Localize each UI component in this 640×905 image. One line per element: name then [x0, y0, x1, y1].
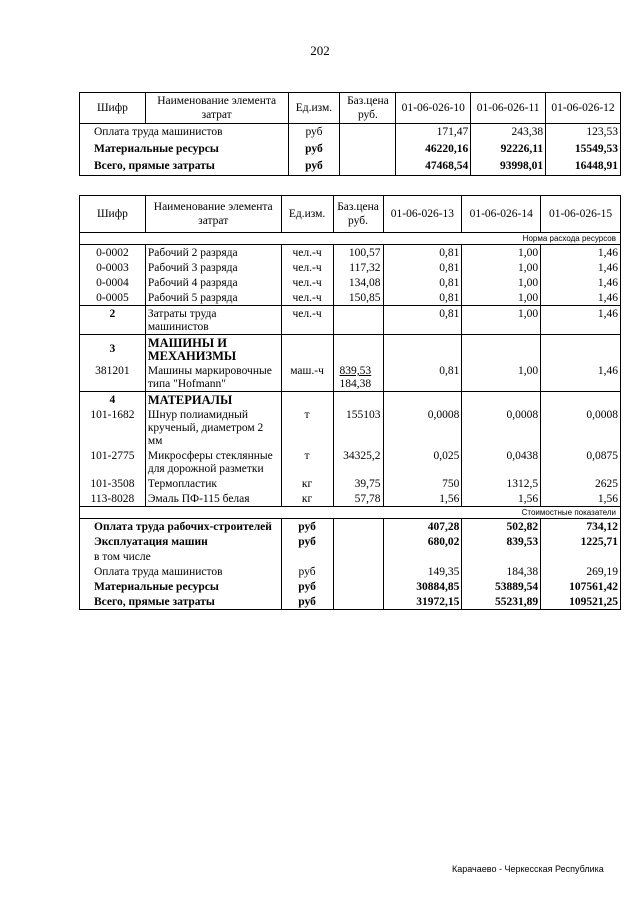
section-title: МАШИНЫ И МЕХАНИЗМЫ — [145, 335, 281, 364]
row-value-3: 16448,91 — [546, 158, 621, 176]
row-price — [333, 564, 383, 579]
row-value-2: 0,0438 — [462, 448, 541, 476]
row-unit: руб — [281, 519, 333, 535]
table-row — [80, 158, 621, 176]
section-title: МАТЕРИАЛЫ — [145, 392, 281, 408]
row-value-2: 184,38 — [462, 564, 541, 579]
table-row — [80, 141, 621, 158]
footer-region: Карачаево - Черкесская Республика — [452, 864, 604, 874]
row-unit: маш.-ч — [281, 363, 333, 392]
row-unit: руб — [288, 141, 340, 158]
row-code: 2 — [80, 306, 146, 335]
row-value-3: 15549,53 — [546, 141, 621, 158]
row-value-1 — [383, 549, 462, 564]
section-heading-row — [80, 335, 621, 364]
row-code: 0-0003 — [80, 260, 146, 275]
header-col1: 01-06-026-10 — [396, 93, 471, 124]
row-value-2: 92226,11 — [471, 141, 546, 158]
section-band-costs — [80, 507, 621, 519]
table-row — [80, 407, 621, 448]
row-value-1: 46220,16 — [396, 141, 471, 158]
row-name: Рабочий 3 разряда — [145, 260, 281, 275]
table-row — [80, 519, 621, 535]
row-value-2: 1,00 — [462, 260, 541, 275]
row-unit: чел.-ч — [281, 275, 333, 290]
section-band-norms — [80, 233, 621, 245]
row-price: 39,75 — [333, 476, 383, 491]
row-value-3: 107561,42 — [541, 579, 621, 594]
row-value-1: 0,025 — [383, 448, 462, 476]
row-price: 57,78 — [333, 491, 383, 507]
band-label: Стоимостные показатели — [80, 507, 621, 519]
row-name: Оплата труда машинистов — [80, 124, 289, 142]
table-row — [80, 448, 621, 476]
row-value-3: 269,19 — [541, 564, 621, 579]
row-value-2: 1,00 — [462, 306, 541, 335]
row-name: Эксплуатация машин — [80, 534, 282, 549]
header-unit: Ед.изм. — [288, 93, 340, 124]
row-unit: руб — [281, 579, 333, 594]
row-price: 100,57 — [333, 245, 383, 261]
row-price: 34325,2 — [333, 448, 383, 476]
section-code: 4 — [80, 392, 146, 408]
row-value-1: 171,47 — [396, 124, 471, 142]
row-value-1: 0,81 — [383, 275, 462, 290]
row-value-2: 55231,89 — [462, 594, 541, 610]
row-value-1: 750 — [383, 476, 462, 491]
row-value-3: 1,46 — [541, 245, 621, 261]
band-label: Норма расхода ресурсов — [80, 233, 621, 245]
header-name: Наименование элемента затрат — [145, 93, 288, 124]
row-code: 101-1682 — [80, 407, 146, 448]
row-name: Эмаль ПФ-115 белая — [145, 491, 281, 507]
row-unit: т — [281, 448, 333, 476]
row-value-2: 839,53 — [462, 534, 541, 549]
row-name: Рабочий 2 разряда — [145, 245, 281, 261]
row-unit — [281, 549, 333, 564]
row-value-3: 1,46 — [541, 290, 621, 306]
row-value-1: 680,02 — [383, 534, 462, 549]
table-row — [80, 275, 621, 290]
row-value-3: 1225,71 — [541, 534, 621, 549]
row-code: 0-0005 — [80, 290, 146, 306]
row-price — [333, 594, 383, 610]
row-price — [333, 534, 383, 549]
row-name: Рабочий 5 разряда — [145, 290, 281, 306]
table-row — [80, 491, 621, 507]
row-value-2 — [462, 549, 541, 564]
row-value-1: 30884,85 — [383, 579, 462, 594]
row-value-3: 123,53 — [546, 124, 621, 142]
row-price: 155103 — [333, 407, 383, 448]
table-header-row — [80, 93, 621, 124]
row-value-1: 31972,15 — [383, 594, 462, 610]
row-value-2: 1,00 — [462, 290, 541, 306]
row-value-2: 1,00 — [462, 275, 541, 290]
row-name: Термопластик — [145, 476, 281, 491]
header-base-price: Баз.цена руб. — [340, 93, 396, 124]
price-bottom: 184,38 — [339, 378, 372, 390]
header-name: Наименование элемента затрат — [145, 196, 281, 233]
row-unit: руб — [281, 564, 333, 579]
section-heading-row — [80, 392, 621, 408]
cost-table-2 — [79, 195, 621, 610]
row-value-2: 0,0008 — [462, 407, 541, 448]
row-code: 101-3508 — [80, 476, 146, 491]
row-value-2: 1,56 — [462, 491, 541, 507]
row-code: 101-2775 — [80, 448, 146, 476]
row-code: 0-0004 — [80, 275, 146, 290]
row-value-3: 1,56 — [541, 491, 621, 507]
row-code: 0-0002 — [80, 245, 146, 261]
row-value-1: 149,35 — [383, 564, 462, 579]
price-top: 839,53 — [339, 365, 372, 377]
row-price: 117,32 — [333, 260, 383, 275]
row-name: в том числе — [80, 549, 282, 564]
row-unit: руб — [288, 158, 340, 176]
table-row — [80, 594, 621, 610]
row-price — [333, 579, 383, 594]
row-price — [340, 124, 396, 142]
row-price: 134,08 — [333, 275, 383, 290]
row-price — [333, 519, 383, 535]
table-row — [80, 124, 621, 142]
header-unit: Ед.изм. — [281, 196, 333, 233]
header-col1: 01-06-026-13 — [383, 196, 462, 233]
row-name: Рабочий 4 разряда — [145, 275, 281, 290]
row-name: Оплата труда рабочих-строителей — [80, 519, 282, 535]
row-value-2: 1,00 — [462, 245, 541, 261]
header-col3: 01-06-026-15 — [541, 196, 621, 233]
row-unit: руб — [281, 594, 333, 610]
header-code: Шифр — [80, 196, 146, 233]
header-col2: 01-06-026-11 — [471, 93, 546, 124]
row-name: Затраты труда машинистов — [145, 306, 281, 335]
row-unit: руб — [281, 534, 333, 549]
row-name: Материальные ресурсы — [80, 141, 289, 158]
row-value-1: 0,81 — [383, 306, 462, 335]
row-value-3: 109521,25 — [541, 594, 621, 610]
table-row — [80, 564, 621, 579]
row-value-2: 53889,54 — [462, 579, 541, 594]
table-row — [80, 363, 621, 392]
row-value-2: 243,38 — [471, 124, 546, 142]
header-col2: 01-06-026-14 — [462, 196, 541, 233]
row-value-2: 502,82 — [462, 519, 541, 535]
table-row — [80, 290, 621, 306]
row-value-3: 1,46 — [541, 260, 621, 275]
row-code: 381201 — [80, 363, 146, 392]
table-row — [80, 534, 621, 549]
row-value-3: 1,46 — [541, 306, 621, 335]
row-name: Шнур полиамидный крученый, диаметром 2 мм — [145, 407, 281, 448]
row-price: 150,85 — [333, 290, 383, 306]
row-name: Оплата труда машинистов — [80, 564, 282, 579]
row-unit: чел.-ч — [281, 260, 333, 275]
row-unit: чел.-ч — [281, 306, 333, 335]
row-value-1: 0,81 — [383, 363, 462, 392]
row-value-2: 1,00 — [462, 363, 541, 392]
row-name: Микросферы стеклянные для дорожной разметки — [145, 448, 281, 476]
header-base-price: Баз.цена руб. — [333, 196, 383, 233]
table-header-row — [80, 196, 621, 233]
row-value-2: 93998,01 — [471, 158, 546, 176]
row-code: 113-8028 — [80, 491, 146, 507]
row-name: Всего, прямые затраты — [80, 158, 289, 176]
row-value-1: 0,81 — [383, 245, 462, 261]
row-name: Материальные ресурсы — [80, 579, 282, 594]
row-value-3: 0,0875 — [541, 448, 621, 476]
row-value-3: 734,12 — [541, 519, 621, 535]
cost-table-1 — [79, 92, 621, 176]
row-value-1: 47468,54 — [396, 158, 471, 176]
row-unit: чел.-ч — [281, 290, 333, 306]
row-value-3: 1,46 — [541, 363, 621, 392]
row-unit: кг — [281, 491, 333, 507]
table-row — [80, 306, 621, 335]
header-col3: 01-06-026-12 — [546, 93, 621, 124]
table-row — [80, 549, 621, 564]
row-unit: т — [281, 407, 333, 448]
table-row — [80, 245, 621, 261]
row-price — [333, 306, 383, 335]
section-code: 3 — [80, 335, 146, 364]
row-value-1: 0,0008 — [383, 407, 462, 448]
header-code: Шифр — [80, 93, 146, 124]
row-price — [333, 549, 383, 564]
row-value-2: 1312,5 — [462, 476, 541, 491]
row-price — [333, 363, 383, 392]
row-name: Машины маркировочные типа "Hofmann" — [145, 363, 281, 392]
table-row — [80, 476, 621, 491]
row-value-1: 407,28 — [383, 519, 462, 535]
row-value-3 — [541, 549, 621, 564]
row-name: Всего, прямые затраты — [80, 594, 282, 610]
row-unit: чел.-ч — [281, 245, 333, 261]
row-value-3: 2625 — [541, 476, 621, 491]
row-price — [340, 141, 396, 158]
row-unit: руб — [288, 124, 340, 142]
row-value-3: 0,0008 — [541, 407, 621, 448]
row-value-1: 0,81 — [383, 290, 462, 306]
table-row — [80, 579, 621, 594]
row-value-1: 1,56 — [383, 491, 462, 507]
row-value-1: 0,81 — [383, 260, 462, 275]
page-number: 202 — [310, 43, 330, 58]
row-value-3: 1,46 — [541, 275, 621, 290]
table-row — [80, 260, 621, 275]
row-unit: кг — [281, 476, 333, 491]
row-price — [340, 158, 396, 176]
